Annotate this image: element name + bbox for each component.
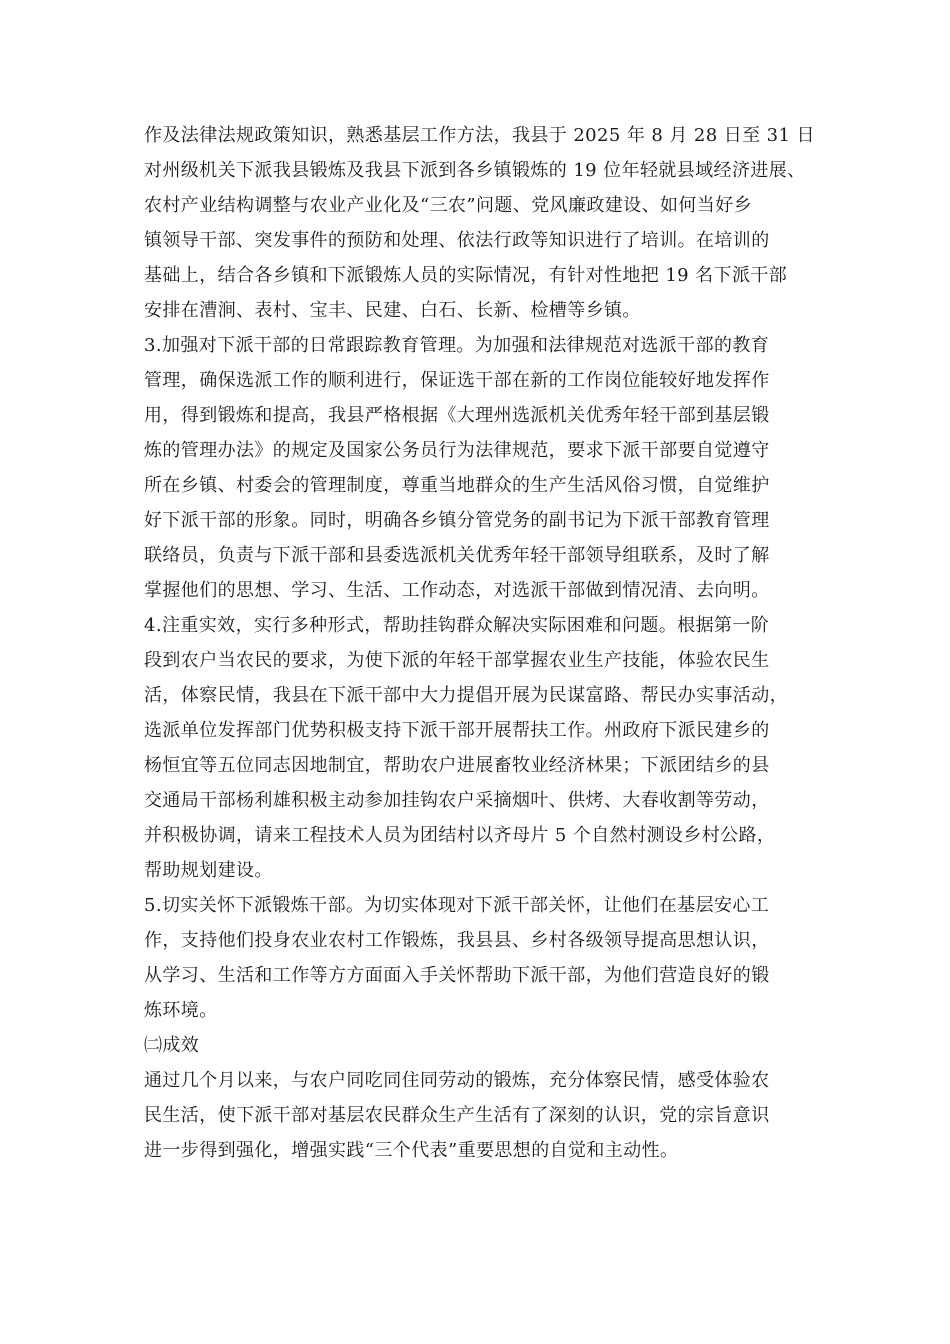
text-line: 用，得到锻炼和提高，我县严格根据《大理州选派机关优秀年轻干部到基层锻	[144, 405, 770, 426]
text-line: 联络员，负责与下派干部和县委选派机关优秀年轻干部领导组联系，及时了解	[144, 545, 770, 566]
text-line: 段到农户当农民的要求，为使下派的年轻干部掌握农业生产技能，体验农民生	[144, 650, 770, 671]
text-line: 管理，确保选派工作的顺利进行，保证选干部在新的工作岗位能较好地发挥作	[144, 370, 770, 391]
text-line: 作，支持他们投身农业农村工作锻炼，我县县、乡村各级领导提高思想认识，	[144, 930, 770, 951]
section-heading-3: 3.加强对下派干部的日常跟踪教育管理。为加强和法律规范对选派干部的教育	[144, 335, 770, 356]
text-line: 炼的管理办法》的规定及国家公务员行为法律规范，要求下派干部要自觉遵守	[144, 440, 770, 461]
text-line: 帮助规划建设。	[144, 860, 273, 881]
text-line: 镇领导干部、突发事件的预防和处理、依法行政等知识进行了培训。在培训的	[144, 230, 770, 251]
text-line: 农村产业结构调整与农业产业化及“三农”问题、党风廉政建设、如何当好乡	[144, 195, 753, 216]
text-line: 进一步得到强化，增强实践“三个代表”重要思想的自觉和主动性。	[144, 1140, 679, 1161]
section-heading-4: 4.注重实效，实行多种形式，帮助挂钩群众解决实际困难和问题。根据第一阶	[144, 615, 770, 636]
text-line: 从学习、生活和工作等方方面面入手关怀帮助下派干部，为他们营造良好的锻	[144, 965, 770, 986]
text-line: 杨恒宜等五位同志因地制宜，帮助农户进展畜牧业经济林果；下派团结乡的县	[144, 755, 770, 776]
text-line: 交通局干部杨利雄积极主动参加挂钩农户采摘烟叶、供烤、大春收割等劳动，	[144, 790, 770, 811]
section-heading-results: ㈡成效	[144, 1035, 200, 1056]
text-line: 并积极协调，请来工程技术人员为团结村以齐母片 5 个自然村测设乡村公路，	[144, 825, 776, 846]
text-line: 所在乡镇、村委会的管理制度，尊重当地群众的生产生活风俗习惯，自觉维护	[144, 475, 770, 496]
text-line: 通过几个月以来，与农户同吃同住同劳动的锻炼，充分体察民情，感受体验农	[144, 1070, 770, 1091]
text-line: 好下派干部的形象。同时，明确各乡镇分管党务的副书记为下派干部教育管理	[144, 510, 770, 531]
text-line: 民生活，使下派干部对基层农民群众生产生活有了深刻的认识，党的宗旨意识	[144, 1105, 770, 1126]
text-line: 炼环境。	[144, 1000, 218, 1021]
text-line: 作及法律法规政策知识，熟悉基层工作方法，我县于 2025 年 8 月 28 日至 31 日	[144, 125, 815, 146]
text-line: 对州级机关下派我县锻炼及我县下派到各乡镇锻炼的 19 位年轻就县域经济进展、	[144, 160, 806, 181]
text-line: 选派单位发挥部门优势积极支持下派干部开展帮扶工作。州政府下派民建乡的	[144, 720, 770, 741]
text-line: 基础上，结合各乡镇和下派锻炼人员的实际情况，有针对性地把 19 名下派干部	[144, 265, 788, 286]
text-line: 活，体察民情，我县在下派干部中大力提倡开展为民谋富路、帮民办实事活动，	[144, 685, 788, 706]
section-heading-5: 5.切实关怀下派锻炼干部。为切实体现对下派干部关怀，让他们在基层安心工	[144, 895, 770, 916]
text-line: 安排在漕涧、表村、宝丰、民建、白石、长新、检槽等乡镇。	[144, 300, 641, 321]
text-line: 掌握他们的思想、学习、生活、工作动态，对选派干部做到情况清、去向明。	[144, 580, 770, 601]
